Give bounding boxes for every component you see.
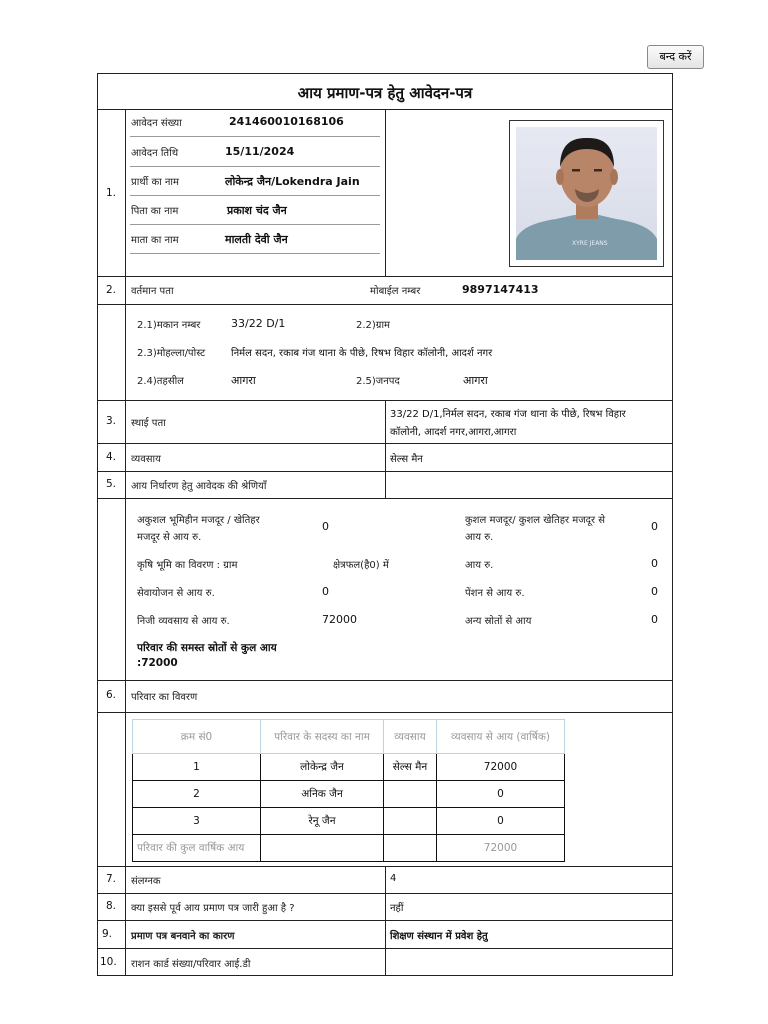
certificate-reason-label: प्रमाण पत्र बनवाने का कारण — [131, 931, 235, 942]
locality-value: निर्मल सदन, रकाब गंज थाना के पीछे, रिषभ विहार कॉलोनी, आदर्श नगर — [231, 348, 493, 359]
application-no-value: 24146001016810​6 — [229, 115, 344, 128]
person-photo-icon — [516, 127, 657, 260]
row-number: 4. — [106, 451, 117, 463]
agri-income-value: 0 — [651, 557, 658, 570]
father-name-value: प्रकाश चंद जैन — [227, 204, 287, 217]
district-value: आगरा — [463, 374, 488, 387]
unskilled-income-value: 0 — [322, 520, 329, 533]
cell-empty — [384, 835, 437, 862]
pension-income-label: पेंशन से आय रु. — [465, 588, 525, 599]
income-certificate-form — [97, 73, 673, 976]
permanent-address-label: स्थाई पता — [131, 418, 166, 429]
family-details-label: परिवार का विवरण — [131, 692, 198, 703]
total-family-income-value: :72000 — [137, 657, 178, 669]
col-serial: क्रम सं0 — [133, 720, 261, 754]
unskilled-income-label-2: मजदूर से आय रु. — [137, 532, 202, 543]
col-annual-income: व्यवसाय से आय (वार्षिक) — [437, 720, 565, 754]
cell-serial: 1 — [133, 754, 261, 781]
occupation-value: सेल्स मैन — [390, 454, 423, 465]
ration-card-label: राशन कार्ड संख्या/परिवार आई.डी — [131, 959, 251, 970]
cell-member-name: रेनू जैन — [261, 808, 384, 835]
mobile-value: 9897147413 — [462, 283, 539, 296]
applicant-name-value: लोकेन्द्र जैन/Lokendra Jain — [225, 175, 360, 188]
district-label: 2.5)जनपद — [356, 376, 400, 387]
family-total-row — [133, 835, 565, 862]
table-row — [133, 754, 565, 781]
mobile-label: मोबाईल नम्बर — [370, 286, 421, 297]
cell-serial: 3 — [133, 808, 261, 835]
row-number: 3. — [106, 415, 117, 427]
attachments-label: संलग्नक — [131, 876, 161, 887]
cell-annual-income: 72000 — [437, 754, 565, 781]
family-total-label: परिवार की कुल वार्षिक आय — [133, 835, 261, 862]
row-number: 8. — [106, 900, 117, 912]
occupation-label: व्यवसाय — [131, 454, 161, 465]
table-row — [133, 781, 565, 808]
village-label: 2.2)ग्राम — [356, 320, 391, 331]
skilled-income-label-2: आय रु. — [465, 532, 494, 543]
other-income-value: 0 — [651, 613, 658, 626]
cell-annual-income: 0 — [437, 808, 565, 835]
mother-name-value: मालती देवी जैन — [225, 233, 288, 246]
form-title: आय प्रमाण-पत्र हेतु आवेदन-पत्र — [297, 84, 473, 102]
col-member-name: परिवार के सदस्य का नाम — [261, 720, 384, 754]
family-total-value: 72000 — [437, 835, 565, 862]
service-income-value: 0 — [322, 585, 329, 598]
cell-occupation — [384, 808, 437, 835]
service-income-label: सेवायोजन से आय रु. — [137, 588, 215, 599]
row-number: 10. — [100, 956, 117, 968]
cell-serial: 2 — [133, 781, 261, 808]
cell-occupation — [384, 781, 437, 808]
house-no-label: 2.1)मकान नम्बर — [137, 320, 201, 331]
col-occupation: व्यवसाय — [384, 720, 437, 754]
previous-certificate-label: क्या इससे पूर्व आय प्रमाण पत्र जारी हुआ है ? — [131, 903, 295, 914]
income-categories-label: आय निर्धारण हेतु आवेदक की श्रेणियाँ — [131, 481, 267, 492]
row-number: 5. — [106, 478, 117, 490]
table-row — [133, 808, 565, 835]
application-date-label: आवेदन तिथि — [131, 148, 179, 159]
tehsil-label: 2.4)तहसील — [137, 376, 184, 387]
cell-annual-income: 0 — [437, 781, 565, 808]
other-income-label: अन्य स्रोतों से आय — [465, 616, 532, 627]
total-family-income-label: परिवार की समस्त स्रोतों से कुल आय — [137, 642, 277, 654]
cell-occupation: सेल्स मैन — [384, 754, 437, 781]
applicant-photo-frame — [509, 120, 664, 267]
previous-certificate-value: नहीं — [390, 903, 404, 914]
skilled-income-value: 0 — [651, 520, 658, 533]
certificate-reason-value: शिक्षण संस्थान में प्रवेश हेतु — [390, 931, 488, 942]
cell-member-name: अनिक जैन — [261, 781, 384, 808]
applicant-photo — [516, 127, 657, 260]
locality-label: 2.3)मोहल्ला/पोस्ट — [137, 348, 206, 359]
attachments-value: 4 — [390, 873, 397, 884]
row-number: 9. — [102, 928, 113, 940]
cell-empty — [261, 835, 384, 862]
family-table-header — [133, 720, 565, 754]
private-income-label: निजी व्यवसाय से आय रु. — [137, 616, 230, 627]
agri-income-label: आय रु. — [465, 560, 494, 571]
permanent-address-line2: कॉलोनी, आदर्श नगर,आगरा,आगरा — [390, 427, 517, 438]
mother-name-label: माता का नाम — [131, 235, 179, 246]
unskilled-income-label: अकुशल भूमिहीन मजदूर / खेतिहर — [137, 515, 260, 526]
pension-income-value: 0 — [651, 585, 658, 598]
tehsil-value: आगरा — [231, 374, 256, 387]
father-name-label: पिता का नाम — [131, 206, 179, 217]
row-number: 2. — [106, 284, 117, 296]
cell-member-name: लोकेन्द्र जैन — [261, 754, 384, 781]
area-label: क्षेत्रफल(है0) में — [333, 560, 389, 571]
current-address-label: वर्तमान पता — [131, 286, 174, 297]
row-number: 1. — [106, 187, 117, 199]
family-table — [132, 719, 565, 862]
house-no-value: 33/22 D/1 — [231, 317, 286, 330]
application-no-label: आवेदन संख्या — [131, 118, 182, 129]
application-date-value: 15/11/2024 — [225, 145, 295, 158]
agri-land-label: कृषि भूमि का विवरण : ग्राम — [137, 560, 238, 571]
row-number: 7. — [106, 873, 117, 885]
row-number: 6. — [106, 689, 117, 701]
permanent-address-line1: 33/22 D/1,निर्मल सदन, रकाब गंज थाना के पीछे, रिषभ विहार — [390, 409, 626, 420]
applicant-name-label: प्रार्थी का नाम — [131, 177, 180, 188]
close-button[interactable]: बन्द करें — [647, 45, 704, 69]
skilled-income-label: कुशल मजदूर/ कुशल खेतिहर मजदूर से — [465, 515, 606, 526]
private-income-value: 72000 — [322, 613, 357, 626]
svg-text:XYRE JEANS: XYRE JEANS — [572, 240, 608, 247]
